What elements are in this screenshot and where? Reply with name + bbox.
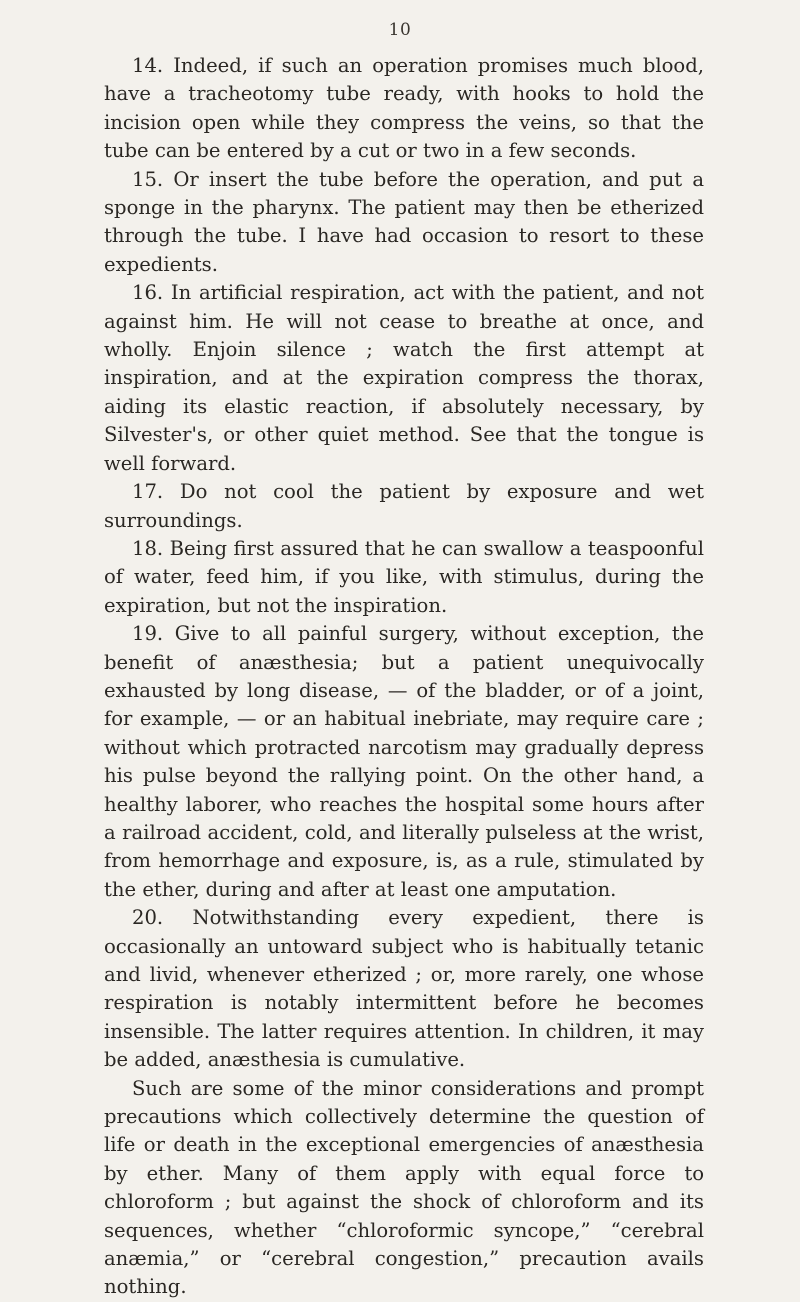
paragraph-number: 20. [132,906,164,930]
paragraph-number: 17. [132,480,164,504]
paragraph-number: 19. [132,622,164,646]
paragraph-19 [104,620,704,904]
paragraph-text: Being first assured that he can swallow a teaspoonful of water, feed him, if you like, with stimulus, during the expiration, but not the inspiration. [104,536,704,617]
paragraph-text: In artificial respiration, act with the patient, and not against him. He will not cease to breathe at once, and wholly. Enjoin silence ; watch the first attempt at inspiration, and at the expiration compress the thorax, aiding its elastic reaction, if absolutely necessary, by Silvester's, or other quiet method. See that the tongue is well forward. [104,281,704,475]
paragraph-text: Give to all painful surgery, without exception, the benefit of anæsthesia; but a patient unequivocally exhausted by long disease, — of the bladder, or of a joint, for example, — or an habitual inebriate, may require care ; without which protracted narcotism may gradually depress his pulse beyond the rallying point. On the other hand, a healthy laborer, who reaches the hospital some hours after a railroad accident, cold, and literally pulseless at the wrist, from hemorrhage and exposure, is, as a rule, stimulated by the ether, during and after at least one amputation. [104,622,704,901]
paragraph-15 [104,166,704,280]
paragraph-18 [104,535,704,620]
paragraph-16 [104,279,704,478]
paragraph-number: 15. [132,167,164,191]
paragraph-text: Do not cool the patient by exposure and wet surroundings. [104,480,704,532]
paragraph-number: 14. [132,54,164,77]
paragraph-14 [104,52,704,166]
paragraph-text: Or insert the tube before the operation, and put a sponge in the pharynx. The patient may then be etherized through the tube. I have had occasion to resort to these expedients. [104,167,705,276]
paragraph-number: 18. [132,536,164,560]
paragraph-20 [104,904,704,1074]
closing-paragraph: Such are some of the minor considerations and prompt precautions which collectively determine the question of life or death in the exceptional emergencies of anæsthesia by ether. Many of them apply with equal force to chloroform ; but against the shock of chloroform and its sequences, whether “chloroformic syncope,” “cerebral anæmia,” or “cerebral congestion,” precaution avails nothing. [104,1076,704,1299]
paragraph-number: 16. [132,281,164,305]
body-text [104,52,704,1302]
page-number: 10 [388,20,412,40]
paragraph-17 [104,478,704,535]
paragraph-text: Notwithstanding every expedient, there is occasionally an untoward subject who is habitually tetanic and livid, whenever etherized ; or, more rarely, one whose respiration is notably intermittent before he becomes insensible. The latter requires attention. In children, it may be added, anæsthesia is cumulative. [104,906,704,1072]
paragraph-text: Indeed, if such an operation promises much blood, have a tracheotomy tube ready, with hooks to hold the incision open while they compress the veins, so that the tube can be entered by a cut or two in a few seconds. [104,54,704,163]
